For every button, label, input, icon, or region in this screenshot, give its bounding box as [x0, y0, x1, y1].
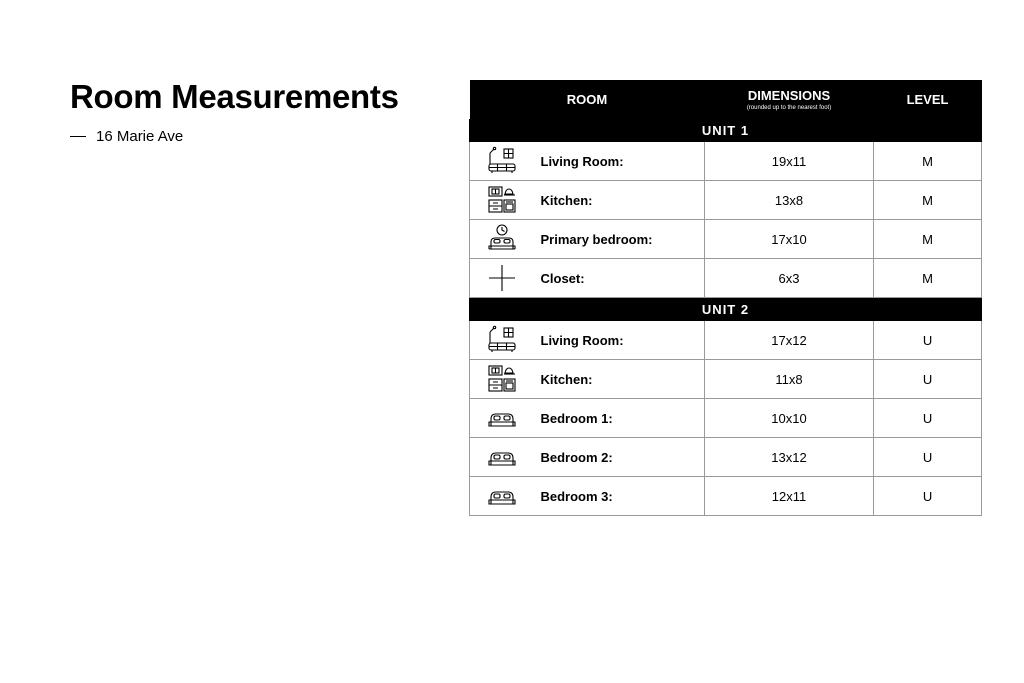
- table-row: [470, 220, 982, 259]
- room-name: Kitchen:: [534, 360, 705, 399]
- address-subtitle: [70, 128, 183, 145]
- kitchen-icon: [470, 360, 534, 399]
- bed-icon: [470, 399, 534, 438]
- room-dimensions: 13x12: [705, 438, 874, 477]
- header-dimensions-label: DIMENSIONS: [747, 88, 831, 103]
- page-title: Room Measurements: [70, 78, 399, 115]
- room-dimensions: 13x8: [705, 181, 874, 220]
- bed-icon: [470, 477, 534, 516]
- dash-divider: [70, 136, 86, 137]
- room-level: M: [874, 259, 982, 298]
- table-row: [470, 360, 982, 399]
- room-name: Closet:: [534, 259, 705, 298]
- room-measurements-table: [469, 80, 982, 516]
- unit-label: UNIT 1: [470, 119, 982, 142]
- unit-row: [470, 298, 982, 322]
- room-dimensions: 11x8: [705, 360, 874, 399]
- kitchen-icon: [470, 181, 534, 220]
- table-row: [470, 438, 982, 477]
- room-level: M: [874, 142, 982, 181]
- table-row: [470, 399, 982, 438]
- header-dimensions: [705, 80, 874, 119]
- room-dimensions: 12x11: [705, 477, 874, 516]
- unit-row: [470, 119, 982, 142]
- room-level: U: [874, 321, 982, 360]
- room-dimensions: 19x11: [705, 142, 874, 181]
- table-row: [470, 142, 982, 181]
- table-header-row: [470, 80, 982, 119]
- room-level: U: [874, 477, 982, 516]
- room-name: Kitchen:: [534, 181, 705, 220]
- bed-icon: [470, 438, 534, 477]
- room-name: Living Room:: [534, 142, 705, 181]
- room-level: U: [874, 438, 982, 477]
- table-row: [470, 477, 982, 516]
- room-level: M: [874, 220, 982, 259]
- header-level: LEVEL: [874, 80, 982, 119]
- unit-label: UNIT 2: [470, 298, 982, 322]
- header-dimensions-note: (rounded up to the nearest foot): [746, 105, 832, 111]
- room-dimensions: 17x12: [705, 321, 874, 360]
- room-level: U: [874, 360, 982, 399]
- header-room: ROOM: [470, 80, 705, 119]
- table-row: [470, 181, 982, 220]
- closet-icon: [470, 259, 534, 298]
- room-level: M: [874, 181, 982, 220]
- room-dimensions: 6x3: [705, 259, 874, 298]
- room-dimensions: 10x10: [705, 399, 874, 438]
- room-name: Bedroom 1:: [534, 399, 705, 438]
- address-text: 16 Marie Ave: [96, 128, 184, 145]
- table-row: [470, 321, 982, 360]
- room-name: Primary bedroom:: [534, 220, 705, 259]
- room-name: Bedroom 3:: [534, 477, 705, 516]
- living-room-icon: [470, 142, 534, 181]
- room-level: U: [874, 399, 982, 438]
- table-row: [470, 259, 982, 298]
- primary-bedroom-icon: [470, 220, 534, 259]
- room-name: Living Room:: [534, 321, 705, 360]
- room-name: Bedroom 2:: [534, 438, 705, 477]
- room-dimensions: 17x10: [705, 220, 874, 259]
- living-room-icon: [470, 321, 534, 360]
